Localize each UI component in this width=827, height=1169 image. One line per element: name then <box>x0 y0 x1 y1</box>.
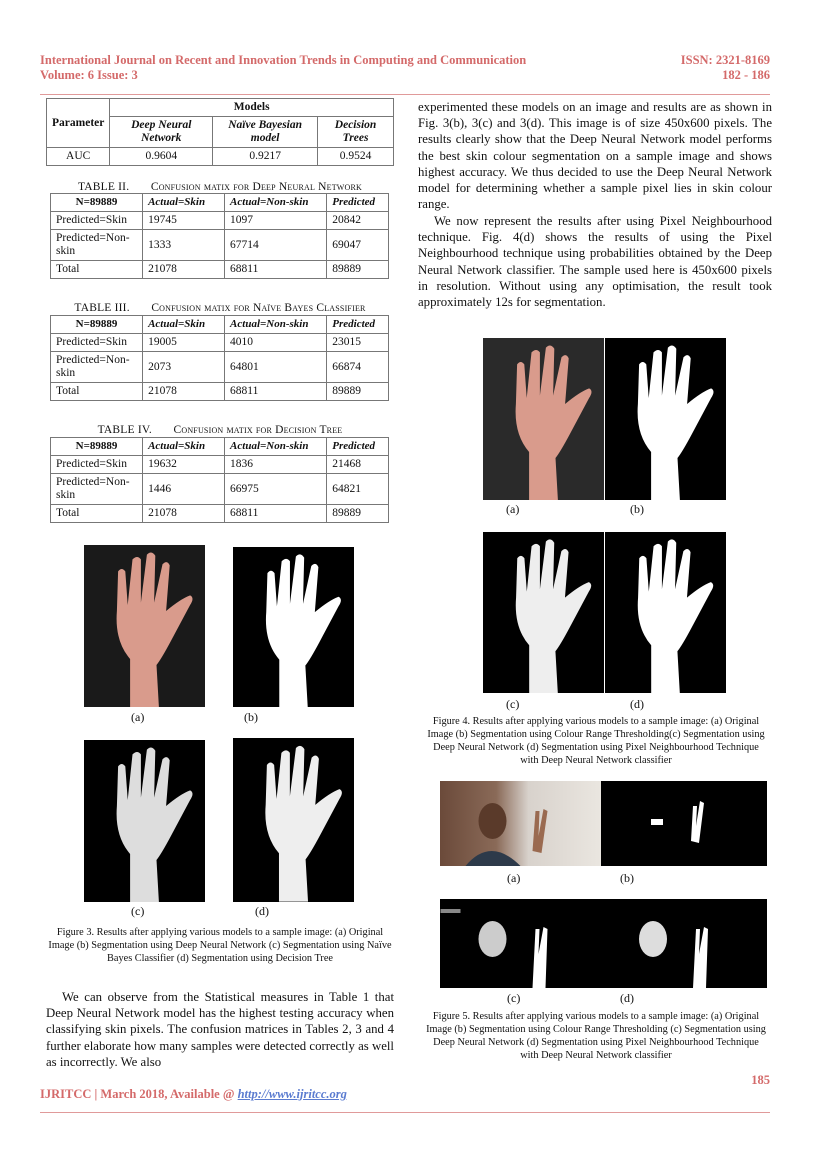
cell: 66874 <box>327 352 389 383</box>
cell: Total <box>51 383 143 401</box>
cell: Predicted=Non-skin <box>51 352 143 383</box>
col-header: Deep Neural Network <box>110 117 213 148</box>
cell: 68811 <box>225 383 327 401</box>
cell: 64821 <box>327 474 389 505</box>
cell: 2073 <box>143 352 225 383</box>
cell: 21078 <box>143 261 225 279</box>
fig4a-original-hand-image <box>483 338 604 500</box>
cell: 68811 <box>225 505 327 523</box>
cell: 19632 <box>143 456 225 474</box>
col-header: Actual=Skin <box>143 194 225 212</box>
cell: 89889 <box>327 261 389 279</box>
fig5-caption: Figure 5. Results after applying various models to a sample image: (a) Original Image (b) Segmentation using Colour Range Thresholding (c) Segmentation using Deep Neural Network (d) Segmentation using Pixel Neighbourhood Technique with Deep Neural Network classifier <box>426 1011 766 1061</box>
fig4d-pixel-neighbourhood-segmentation <box>605 532 726 693</box>
cell: 1097 <box>225 212 327 230</box>
cell: Predicted=Skin <box>51 212 143 230</box>
fig3a-original-hand-image <box>84 545 205 707</box>
table-row <box>51 212 389 230</box>
fig4a-label: (a) <box>506 502 520 516</box>
table-title: Confusion matix for Deep Neural Network <box>150 181 363 193</box>
fig5b-colour-threshold-segmentation <box>601 781 767 866</box>
table-caption <box>46 181 394 193</box>
fig3b-dnn-segmentation <box>233 547 354 707</box>
table-row <box>51 456 389 474</box>
confusion-table <box>50 437 389 523</box>
cell: 1446 <box>143 474 225 505</box>
cell: Predicted=Skin <box>51 456 143 474</box>
footer-link[interactable]: http://www.ijritcc.org <box>237 1087 347 1101</box>
cell: 4010 <box>225 334 327 352</box>
cell: Predicted=Skin <box>51 334 143 352</box>
fig5c-label: (c) <box>507 991 521 1005</box>
cell: 23015 <box>327 334 389 352</box>
cell: 0.9217 <box>213 148 318 166</box>
col-header: Predicted <box>327 316 389 334</box>
fig3c-naive-bayes-segmentation <box>84 740 205 902</box>
auc-table <box>46 98 394 166</box>
cell: Total <box>51 505 143 523</box>
fig3a-label: (a) <box>131 710 145 724</box>
col-header: N=89889 <box>51 316 143 334</box>
confusion-table <box>50 193 389 279</box>
cell: Predicted=Non-skin <box>51 474 143 505</box>
fig4b-colour-threshold-segmentation <box>605 338 726 500</box>
table-row <box>51 230 389 261</box>
table-row <box>51 383 389 401</box>
fig3d-label: (d) <box>255 904 269 918</box>
cell: 67714 <box>225 230 327 261</box>
right-body-paragraph-1: experimented these models on an image and results are as shown in Fig. 3(b), 3(c) and 3(d). This image is of size 450x600 pixels. The results clearly show that the Deep Neural Network model performs the best skin colour segmentation on a sample image and shows highest accuracy. We thus decided to use the Deep Neural Network model for determining whether a sample pixel lies in skin colour range. <box>418 100 772 212</box>
table-caption <box>46 424 394 436</box>
cell: 89889 <box>327 505 389 523</box>
table-row <box>51 261 389 279</box>
cell: 1836 <box>225 456 327 474</box>
cell: Predicted=Non-skin <box>51 230 143 261</box>
table-number: TABLE II. <box>77 181 130 193</box>
issn: ISSN: 2321-8169 <box>680 53 770 67</box>
table-number: TABLE IV. <box>97 424 152 436</box>
fig4d-label: (d) <box>630 697 644 711</box>
fig5d-pixel-neighbourhood-segmentation <box>601 899 767 988</box>
col-header: N=89889 <box>51 194 143 212</box>
models-header: Models <box>110 99 394 117</box>
page-number: 185 <box>751 1073 770 1087</box>
header-rule <box>40 94 770 95</box>
cell: 64801 <box>225 352 327 383</box>
cell: 19005 <box>143 334 225 352</box>
cell: 1333 <box>143 230 225 261</box>
left-body-paragraph: We can observe from the Statistical measures in Table 1 that Deep Neural Network model has the highest testing accuracy when classifying skin pixels. The confusion matrices in Tables 2, 3 and 4 further elaborate how many samples were detected correctly as well as incorrectly. We also <box>46 990 394 1069</box>
fig3d-decision-tree-segmentation <box>233 738 354 902</box>
cell: 69047 <box>327 230 389 261</box>
col-header: Actual=Skin <box>143 438 225 456</box>
col-header: Decision Trees <box>318 117 394 148</box>
cell: 0.9524 <box>318 148 394 166</box>
table-row <box>51 334 389 352</box>
fig5d-label: (d) <box>620 991 634 1005</box>
table-row <box>51 505 389 523</box>
confusion-table <box>50 315 389 401</box>
fig5c-dnn-segmentation <box>440 899 601 988</box>
cell: 20842 <box>327 212 389 230</box>
cell: 89889 <box>327 383 389 401</box>
table-title: Confusion matix for Decision Tree <box>173 424 343 436</box>
cell: Total <box>51 261 143 279</box>
fig5a-label: (a) <box>507 871 521 885</box>
row-label: AUC <box>47 148 110 166</box>
fig3b-label: (b) <box>244 710 258 724</box>
col-header: Actual=Non-skin <box>225 316 327 334</box>
fig5b-label: (b) <box>620 871 634 885</box>
cell: 0.9604 <box>110 148 213 166</box>
table-title: Confusion matix for Naïve Bayes Classifier <box>151 302 366 314</box>
cell: 21468 <box>327 456 389 474</box>
col-header: Predicted <box>327 194 389 212</box>
fig5a-original-person-image <box>440 781 601 866</box>
cell: 21078 <box>143 505 225 523</box>
cell: 19745 <box>143 212 225 230</box>
fig4b-label: (b) <box>630 502 644 516</box>
col-header: Actual=Skin <box>143 316 225 334</box>
footer-rule <box>40 1112 770 1113</box>
col-header: Naïve Bayesian model <box>213 117 318 148</box>
fig4c-label: (c) <box>506 697 520 711</box>
right-body-paragraph-2: We now represent the results after using Pixel Neighbourhood technique. Fig. 4(d) shows the results of using the Pixel Neighbourhood technique using probabilities obtained by the Deep Neural Network classifier. The sample used here is 450x600 pixels in resolution. Without using any optimisation, the result took approximately 12s for segmentation. <box>418 214 772 310</box>
table-caption <box>46 302 394 314</box>
col-header: Actual=Non-skin <box>225 438 327 456</box>
col-header: Predicted <box>327 438 389 456</box>
col-header: Actual=Non-skin <box>225 194 327 212</box>
fig3c-label: (c) <box>131 904 145 918</box>
table-row <box>51 474 389 505</box>
table-number: TABLE III. <box>74 302 130 314</box>
footer-text: IJRITCC | March 2018, Available @ <box>40 1087 238 1101</box>
fig4c-dnn-segmentation <box>483 532 604 693</box>
page-range: 182 - 186 <box>722 68 770 82</box>
fig3-caption: Figure 3. Results after applying various models to a sample image: (a) Original Image (b) Segmentation using Deep Neural Network (c) Segmentation using Naïve Bayes Classifier (d) Segmentation using Decision Tree <box>48 927 392 964</box>
volume: Volume: 6 Issue: 3 <box>40 68 138 82</box>
col-header: N=89889 <box>51 438 143 456</box>
cell: 21078 <box>143 383 225 401</box>
cell: 68811 <box>225 261 327 279</box>
fig4-caption: Figure 4. Results after applying various models to a sample image: (a) Original Image (b) Segmentation using Colour Range Thresholding(c) Segmentation using Deep Neural Network (d) Segmentation using Pixel Neighbourhood Technique with Deep Neural Network classifier <box>427 716 765 766</box>
param-header: Parameter <box>47 99 110 148</box>
table-row <box>51 352 389 383</box>
cell: 66975 <box>225 474 327 505</box>
footer <box>40 1086 347 1102</box>
journal-title: International Journal on Recent and Innovation Trends in Computing and Communication <box>40 53 527 67</box>
